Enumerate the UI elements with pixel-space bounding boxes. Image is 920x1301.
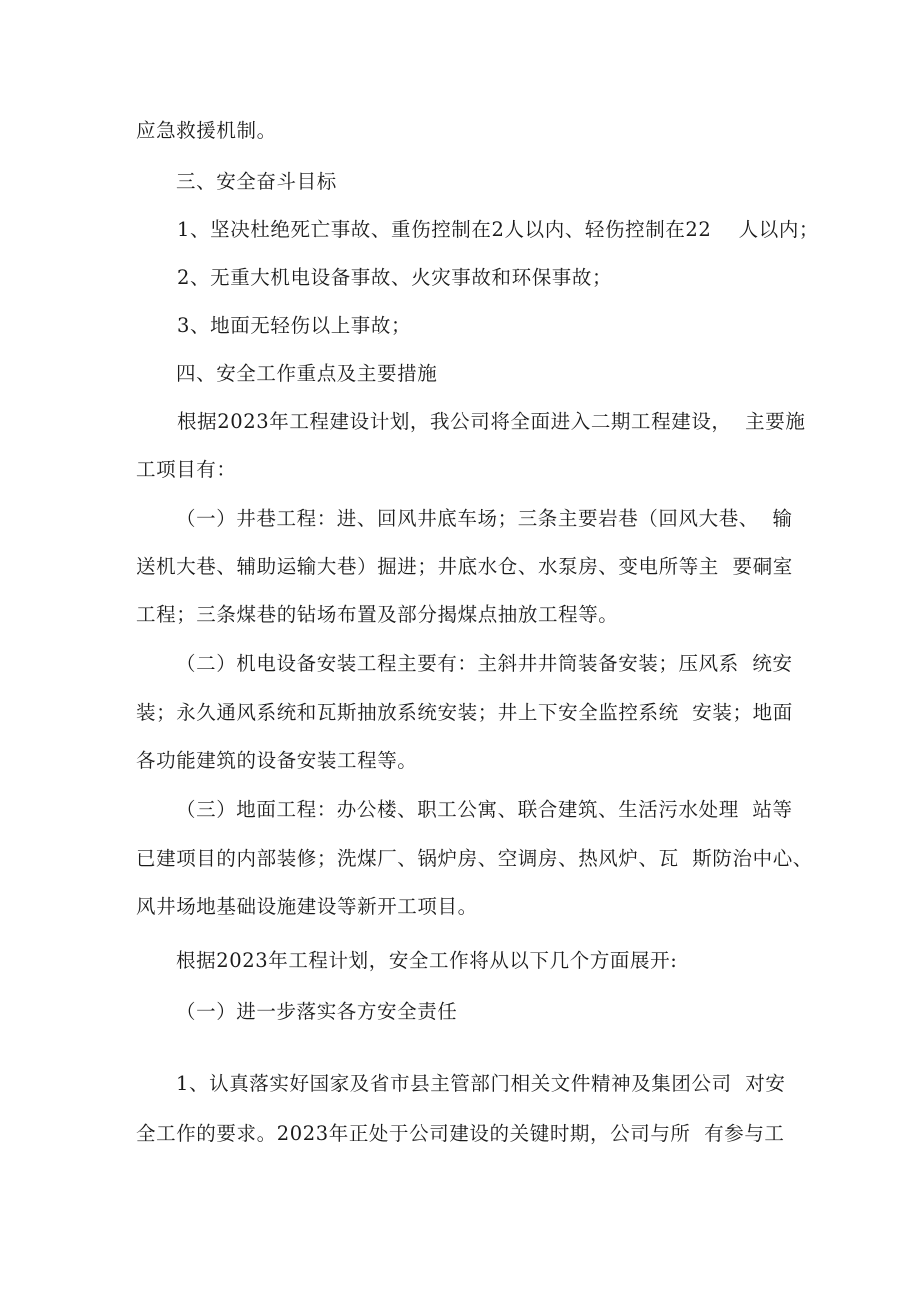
text-line: 工程；三条煤巷的钻场布置及部分揭煤点抽放工程等。: [136, 603, 619, 626]
text-line: 各功能建筑的设备安装工程等。: [136, 749, 418, 772]
subsection-heading: （一）进一步落实各方安全责任: [176, 1000, 458, 1023]
section-heading: 四、安全工作重点及主要措施: [176, 362, 438, 385]
text-line: （一）井巷工程：进、回风井底车场；三条主要岩巷（回风大巷、 输: [176, 507, 793, 530]
text-line: 装；永久通风系统和瓦斯抽放系统安装；井上下安全监控系统 安装；地面: [136, 701, 793, 724]
text-line: 送机大巷、辅助运输大巷）掘进；井底水仓、水泵房、变电所等主 要硐室: [136, 555, 793, 578]
text-line: （三）地面工程：办公楼、职工公寓、联合建筑、生活污水处理 站等: [176, 798, 793, 821]
text-line: 根据2023年工程计划，安全工作将从以下几个方面展开:: [176, 949, 678, 972]
text-line: （二）机电设备安装工程主要有：主斜井井筒装备安装；压风系 统安: [176, 652, 793, 675]
text-line: 根据2023年工程建设计划，我公司将全面进入二期工程建设， 主要施: [177, 410, 806, 433]
text-line: 全工作的要求。2023年正处于公司建设的关键时期，公司与所 有参与工: [136, 1122, 785, 1145]
text-line: 3、地面无轻伤以上事故；: [177, 314, 412, 337]
text-line: 1、坚决杜绝死亡事故、重伤控制在2人以内、轻伤控制在22 人以内；: [177, 218, 820, 241]
text-line: 工项目有：: [136, 458, 237, 481]
text-line: 1、认真落实好国家及省市县主管部门相关文件精神及集团公司 对安: [176, 1072, 786, 1095]
text-line: 已建项目的内部装修；洗煤厂、锅炉房、空调房、热风炉、瓦 斯防治中心、: [136, 847, 813, 870]
text-line: 2、无重大机电设备事故、火灾事故和环保事故；: [177, 266, 613, 289]
text-line: 应急救援机制。: [136, 119, 277, 142]
text-line: 风井场地基础设施建设等新开工项目。: [136, 895, 478, 918]
section-heading: 三、安全奋斗目标: [176, 170, 337, 193]
